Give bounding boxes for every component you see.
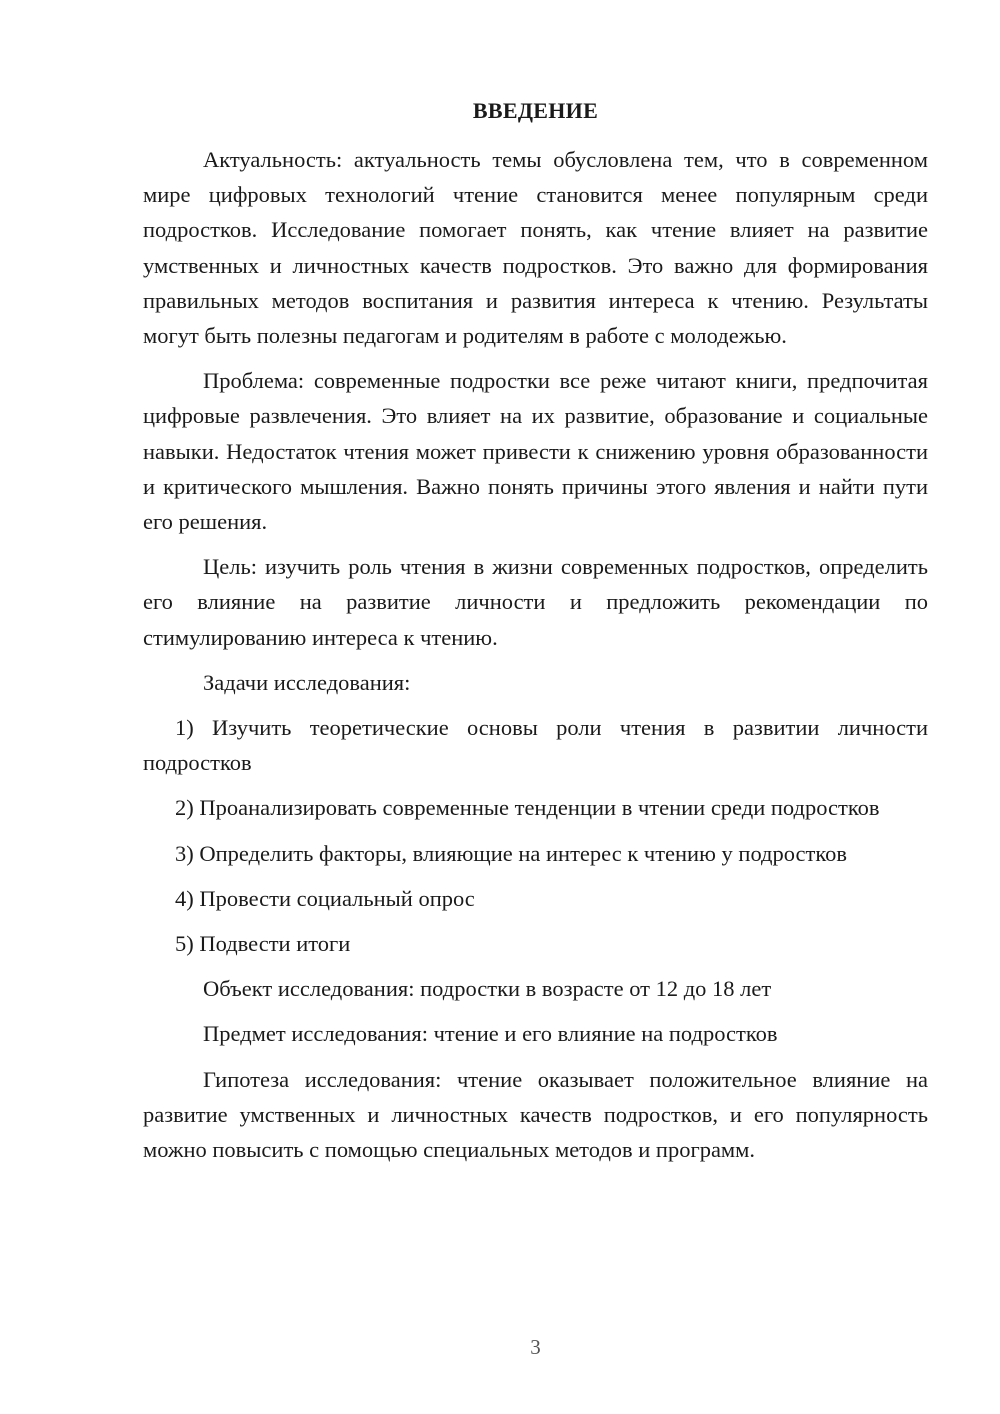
hypothesis-paragraph: Гипотеза исследования: чтение оказывает положительное влияние на развитие умственных и личностных качеств подростков, и его популярность можно повысить с помощью специальных методов и программ.: [143, 1066, 928, 1163]
document-body: [143, 142, 928, 1167]
subject-paragraph: Предмет исследования: чтение и его влияние на подростков: [203, 1021, 778, 1047]
object-paragraph: Объект исследования: подростки в возрасте от 12 до 18 лет: [203, 976, 772, 1002]
goal-paragraph: Цель: изучить роль чтения в жизни современных подростков, определить его влияние на развитие личности и предложить рекомендации по стимулированию интереса к чтению.: [143, 554, 928, 650]
task-item: 4) Провести социальный опрос: [175, 885, 475, 911]
task-item: 5) Подвести итоги: [175, 931, 351, 957]
tasks-heading: Задачи исследования:: [203, 669, 411, 695]
task-item: 3) Определить факторы, влияющие на интерес к чтению у подростков: [175, 840, 848, 866]
page-title: ВВЕДЕНИЕ: [472, 98, 599, 123]
task-item: 1) Изучить теоретические основы роли чтения в развитии личности подростков: [143, 715, 928, 776]
relevance-paragraph: Актуальность: актуальность темы обусловлена тем, что в современном мире цифровых технологий чтение становится менее популярным среди подростков. Исследование помогает понять, как чтение влияет на развитие умственных и личностных качеств подростков. Это важно для формирования правильных методов воспитания и развития интереса к чтению. Результаты могут быть полезны педагогам и родителям в работе с молодежью.: [143, 147, 928, 349]
task-item: 2) Проанализировать современные тенденции в чтении среди подростков: [175, 795, 880, 821]
page-number: 3: [530, 1335, 541, 1359]
problem-paragraph: Проблема: современные подростки все реже читают книги, предпочитая цифровые развлечения. Это влияет на их развитие, образование и социальные навыки. Недостаток чтения может привести к снижению уровня образованности и критического мышления. Важно понять причины этого явления и найти пути его решения.: [143, 368, 928, 535]
